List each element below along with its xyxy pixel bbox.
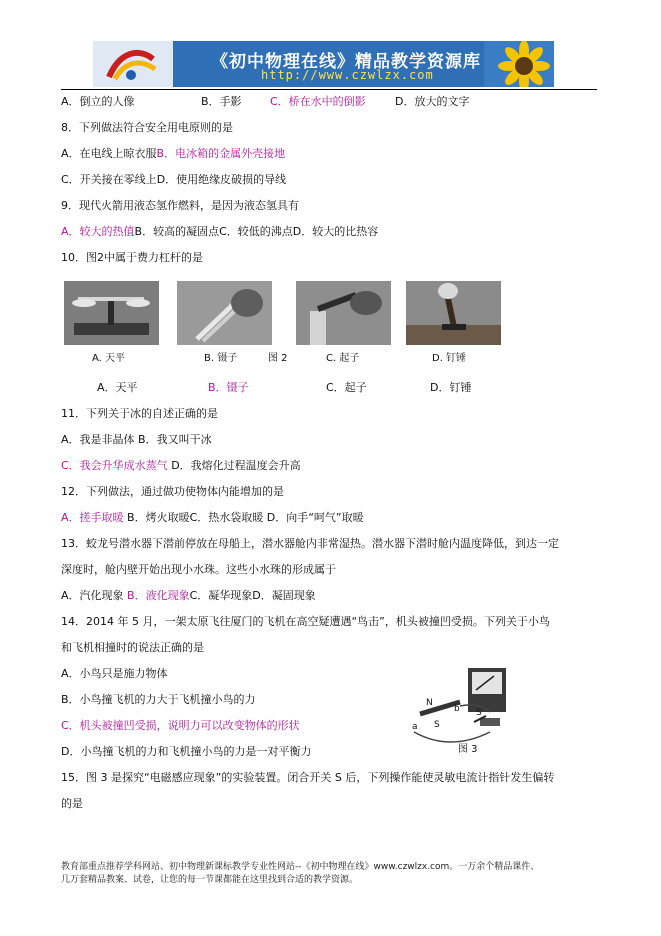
- fig2-label: 图 2: [268, 353, 288, 364]
- q7-option-c: [270, 95, 395, 109]
- q11-option-a: A．我是非晶体: [61, 433, 135, 446]
- q9-option-b: B．较高的凝固点: [134, 225, 220, 238]
- q7-option-d: D．放大的文字: [395, 95, 470, 108]
- q8-option-a: A．在电线上晾衣服: [61, 147, 157, 160]
- q13-option-a: A．汽化现象: [61, 589, 124, 602]
- header-banner: [93, 41, 554, 87]
- site-logo-icon: [101, 47, 161, 83]
- q8-option-c: C．开关接在零线上: [61, 173, 157, 186]
- figure-2-levers: [64, 281, 494, 371]
- q10-option-a: A．天平: [97, 381, 138, 394]
- q11-option-d: D．我熔化过程温度会升高: [171, 459, 301, 472]
- q10-option-d: D．钉锤: [430, 381, 472, 394]
- fig3-letter-s-magnet: S: [434, 720, 440, 730]
- bottle-opener-icon: [296, 281, 391, 345]
- q9-option-c: C．较低的沸点: [219, 225, 293, 238]
- fig3-letter-a: a: [412, 722, 418, 732]
- q8-option-d: D．使用绝缘皮破损的导线: [156, 173, 287, 186]
- q7-option-c-text: C．桥在水中的倒影: [270, 95, 366, 108]
- footer-line-2: 几万套精品教案、试卷，让您的每一节课都能在这里找到合适的教学资源。: [61, 875, 359, 885]
- header-rule: [61, 89, 597, 90]
- fig2-caption-b: B. 镊子: [204, 353, 238, 364]
- fig2-caption-a: A. 天平: [92, 353, 126, 364]
- q8-options-row2: [61, 173, 286, 187]
- footer-line-1: 教育部重点推荐学科网站、初中物理新课标教学专业性网站--《初中物理在线》www.czwlzx.com。一万余个精品课件、: [61, 862, 540, 872]
- tweezers-photo: [177, 281, 272, 345]
- q13-stem-line2: 深度时，舱内壁开始出现小水珠。这些小水珠的形成属于: [61, 563, 336, 576]
- banner-url[interactable]: http://www.czwlzx.com: [261, 68, 434, 82]
- q14-option-c: C．机头被撞凹受损，说明力可以改变物体的形状: [61, 719, 300, 732]
- q13-stem-line1: 13．蛟龙号潜水器下潜前停放在母船上，潜水器舱内非常湿热。潜水器下潜时舱内温度降低，到达一定: [61, 537, 559, 550]
- hammer-photo: [406, 281, 501, 345]
- q9-stem: 9．现代火箭用液态氢作燃料，是因为液态氢具有: [61, 199, 299, 212]
- q7-options: [61, 95, 469, 109]
- q12-option-a: A．搓手取暖: [61, 511, 124, 524]
- q12-option-d: D．向手“呵气”取暖: [266, 511, 364, 524]
- banner-title: 《初中物理在线》精品教学资源库: [211, 52, 481, 72]
- q11-options-row1: [61, 433, 212, 447]
- q10-option-b-text: B．镊子: [208, 381, 249, 394]
- figure-3-electromagnetic-induction: [410, 662, 514, 754]
- page-footer: [61, 861, 601, 887]
- opener-photo: [296, 281, 391, 345]
- q8-option-b: B．电冰箱的金属外壳接地: [156, 147, 286, 160]
- balance-photo: [64, 281, 159, 345]
- q10-options: [97, 381, 471, 395]
- q14-option-d: D．小鸟撞飞机的力和飞机撞小鸟的力是一对平衡力: [61, 745, 312, 758]
- tweezers-icon: [177, 281, 272, 345]
- balance-scale-icon: [64, 281, 159, 345]
- fig2-caption-c: C. 起子: [326, 353, 360, 364]
- q15-stem-line1: 15．图 3 是探究“电磁感应现象”的实验装置。闭合开关 S 后，下列操作能使灵敏电流计指针发生偏转: [61, 771, 555, 784]
- q13-options: [61, 589, 316, 603]
- q10-option-c: C．起子: [326, 381, 367, 394]
- q9-option-a: A．较大的热值: [61, 225, 135, 238]
- q10-stem: 10．图2中属于费力杠杆的是: [61, 251, 203, 264]
- q15-stem-line2: 的是: [61, 797, 83, 810]
- q12-stem: 12．下列做法，通过做功使物体内能增加的是: [61, 485, 284, 498]
- q14-stem-line1: 14．2014 年 5 月，一架太原飞往厦门的飞机在高空疑遭遇“鸟击”，机头被撞凹受损。下列关于小鸟: [61, 615, 550, 628]
- fig2-caption-d: D. 钉锤: [432, 353, 467, 364]
- q11-option-b: B．我又叫干冰: [138, 433, 212, 446]
- q12-option-b: B．烤火取暖: [127, 511, 190, 524]
- q11-option-c: C．我会升华成水蒸气: [61, 459, 168, 472]
- sunflower-icon: [484, 41, 554, 87]
- q9-option-d: D．较大的比热容: [292, 225, 379, 238]
- q9-options: [61, 225, 378, 239]
- q7-option-a: A．倒立的人像: [61, 95, 135, 108]
- q13-option-d: D．凝固现象: [252, 589, 316, 602]
- q10-option-b: [208, 381, 326, 395]
- q12-option-c: C．热水袋取暖: [189, 511, 264, 524]
- q12-options: [61, 511, 364, 525]
- q13-option-c: C．凝华现象: [189, 589, 253, 602]
- q7-option-b: B．手影: [201, 95, 242, 108]
- claw-hammer-icon: [406, 281, 501, 345]
- q14-option-a: A．小鸟只是施力物体: [61, 667, 168, 680]
- q8-stem: 8．下列做法符合安全用电原则的是: [61, 121, 233, 134]
- fig3-letter-s-switch: S: [476, 708, 482, 718]
- q11-options-row2: [61, 459, 301, 473]
- banner-logo-area: [93, 41, 173, 87]
- q13-option-b: B．液化现象: [127, 589, 190, 602]
- q14-stem-line2: 和飞机相撞时的说法正确的是: [61, 641, 204, 654]
- fig3-letter-n: N: [426, 698, 433, 708]
- q8-options-row1: [61, 147, 285, 161]
- fig3-letter-b: b: [454, 704, 460, 714]
- q14-option-b: B．小鸟撞飞机的力大于飞机撞小鸟的力: [61, 693, 256, 706]
- fig3-label: 图 3: [458, 744, 478, 755]
- q11-stem: 11．下列关于冰的自述正确的是: [61, 407, 218, 420]
